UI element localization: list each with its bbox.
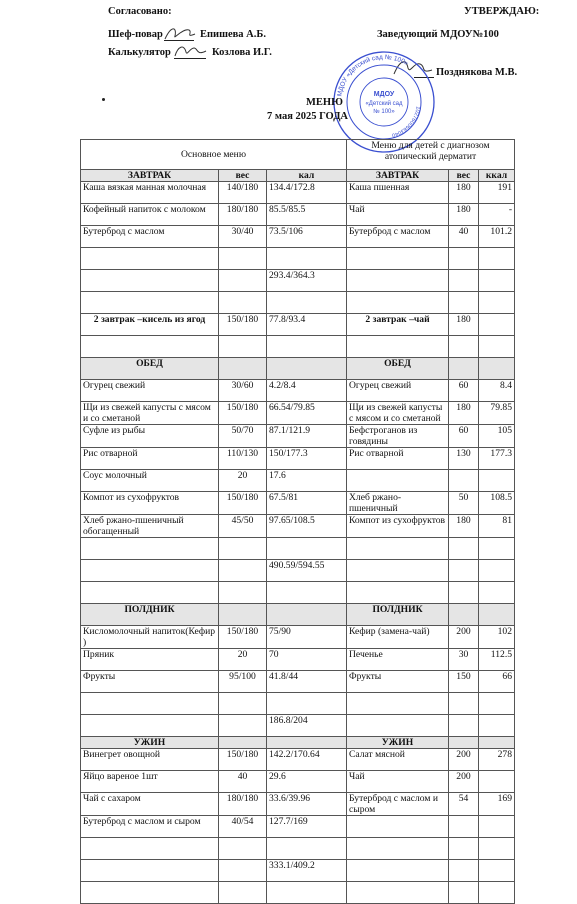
dish-name: Щи из свежей капусты с мясом и со сметаной xyxy=(81,402,219,425)
dish-name: 2 завтрак –кисель из ягод xyxy=(81,314,219,336)
dish-weight: 50/70 xyxy=(219,425,267,448)
table-row xyxy=(81,860,515,882)
dish-weight xyxy=(219,292,267,314)
diet-dish-name: Чай xyxy=(347,204,449,226)
stamp-center-2: «Детский сад xyxy=(365,101,403,107)
dish-weight: 150/180 xyxy=(219,626,267,649)
diet-dish-weight xyxy=(449,336,479,358)
stamp-center-3: № 100» xyxy=(373,109,395,115)
table-row xyxy=(81,292,515,314)
dish-calories: 333.1/409.2 xyxy=(267,860,347,882)
diet-dish-weight: 200 xyxy=(449,626,479,649)
diet-dish-weight xyxy=(449,693,479,715)
dish-calories: 73.5/106 xyxy=(267,226,347,248)
section-title-main: УЖИН xyxy=(81,737,219,749)
weight-column-header xyxy=(219,737,267,749)
diet-dish-calories xyxy=(479,270,515,292)
calorie-column-header: кал xyxy=(267,170,347,182)
dish-name: Пряник xyxy=(81,649,219,671)
table-row xyxy=(81,448,515,470)
diet-dish-weight xyxy=(449,838,479,860)
menu-table xyxy=(80,139,515,904)
table-row xyxy=(81,226,515,248)
diet-dish-weight: 54 xyxy=(449,793,479,816)
section-title-main: ОБЕД xyxy=(81,358,219,380)
diet-dish-name: Рис отварной xyxy=(347,448,449,470)
diet-dish-calories: 278 xyxy=(479,749,515,771)
dish-weight xyxy=(219,693,267,715)
approve-label: УТВЕРЖДАЮ: xyxy=(464,6,540,17)
diet-dish-weight xyxy=(449,860,479,882)
section-header-row xyxy=(81,604,515,626)
table-row xyxy=(81,771,515,793)
diet-dish-calories: 105 xyxy=(479,425,515,448)
weight-column-header: вес xyxy=(449,170,479,182)
head-name: Позднякова М.В. xyxy=(436,67,518,78)
menu-date: 7 мая 2025 ГОДА xyxy=(267,111,349,122)
diet-dish-calories: 112.5 xyxy=(479,649,515,671)
diet-dish-weight: 180 xyxy=(449,204,479,226)
diet-dish-weight xyxy=(449,470,479,492)
diet-dish-name xyxy=(347,470,449,492)
dish-weight: 180/180 xyxy=(219,793,267,816)
diet-dish-weight: 150 xyxy=(449,671,479,693)
diet-dish-name: Щи из свежей капусты с мясом и со сметаной xyxy=(347,402,449,425)
diet-dish-name: Огурец свежий xyxy=(347,380,449,402)
main-menu-header: Основное меню xyxy=(81,140,347,170)
diet-dish-name: Печенье xyxy=(347,649,449,671)
dish-weight: 110/130 xyxy=(219,448,267,470)
diet-dish-weight: 200 xyxy=(449,749,479,771)
dish-calories: 67.5/81 xyxy=(267,492,347,515)
dish-calories xyxy=(267,838,347,860)
diet-dish-calories xyxy=(479,336,515,358)
diet-dish-calories: 177.3 xyxy=(479,448,515,470)
dish-name xyxy=(81,248,219,270)
dish-calories xyxy=(267,693,347,715)
diet-dish-name: Кефир (замена-чай) xyxy=(347,626,449,649)
diet-dish-calories: 108.5 xyxy=(479,492,515,515)
dish-name xyxy=(81,838,219,860)
dish-weight xyxy=(219,270,267,292)
calc-signature xyxy=(172,42,208,60)
dish-calories: 127.7/169 xyxy=(267,816,347,838)
table-row xyxy=(81,270,515,292)
dish-calories xyxy=(267,882,347,904)
diet-dish-weight xyxy=(449,292,479,314)
dish-weight xyxy=(219,560,267,582)
diet-dish-calories: 102 xyxy=(479,626,515,649)
menu-title: МЕНЮ xyxy=(306,97,343,108)
dish-name xyxy=(81,336,219,358)
dish-weight xyxy=(219,838,267,860)
diet-dish-weight: 50 xyxy=(449,492,479,515)
diet-dish-weight xyxy=(449,882,479,904)
table-row xyxy=(81,560,515,582)
dish-calories: 33.6/39.96 xyxy=(267,793,347,816)
diet-dish-weight xyxy=(449,270,479,292)
diet-dish-weight: 180 xyxy=(449,182,479,204)
dish-name: Винегрет овощной xyxy=(81,749,219,771)
dish-name: Яйцо вареное 1шт xyxy=(81,771,219,793)
diet-dish-weight: 180 xyxy=(449,515,479,538)
dish-name xyxy=(81,860,219,882)
diet-dish-calories xyxy=(479,715,515,737)
dish-weight xyxy=(219,538,267,560)
diet-dish-weight: 200 xyxy=(449,771,479,793)
table-row xyxy=(81,204,515,226)
diet-dish-weight xyxy=(449,582,479,604)
diet-dish-weight xyxy=(449,715,479,737)
diet-dish-calories: 79.85 xyxy=(479,402,515,425)
table-row xyxy=(81,492,515,515)
diet-dish-name xyxy=(347,860,449,882)
weight-column-header xyxy=(219,604,267,626)
table-row xyxy=(81,314,515,336)
table-row xyxy=(81,671,515,693)
dish-calories: 70 xyxy=(267,649,347,671)
dish-name xyxy=(81,693,219,715)
dish-calories: 134.4/172.8 xyxy=(267,182,347,204)
calorie-column-header xyxy=(267,358,347,380)
diet-dish-weight: 180 xyxy=(449,314,479,336)
diet-dish-name xyxy=(347,882,449,904)
dish-weight xyxy=(219,336,267,358)
section-header-row xyxy=(81,358,515,380)
head-label: Заведующий МДОУ№100 xyxy=(377,29,499,40)
dish-name: Кисломолочный напиток(Кефир ) xyxy=(81,626,219,649)
dish-calories: 186.8/204 xyxy=(267,715,347,737)
dish-calories xyxy=(267,292,347,314)
dish-name: Хлеб ржано-пшеничный обогащенный xyxy=(81,515,219,538)
diet-dish-weight: 180 xyxy=(449,402,479,425)
dish-calories: 4.2/8.4 xyxy=(267,380,347,402)
dish-name: Бутерброд с маслом xyxy=(81,226,219,248)
dish-weight: 30/40 xyxy=(219,226,267,248)
dish-weight xyxy=(219,715,267,737)
diet-dish-calories: 169 xyxy=(479,793,515,816)
dish-weight: 150/180 xyxy=(219,314,267,336)
dish-name xyxy=(81,538,219,560)
dish-name xyxy=(81,292,219,314)
diet-dish-calories xyxy=(479,470,515,492)
section-header-row xyxy=(81,170,515,182)
calc-name: Козлова И.Г. xyxy=(212,47,272,58)
table-row xyxy=(81,248,515,270)
dish-calories: 66.54/79.85 xyxy=(267,402,347,425)
dish-name: Компот из сухофруктов xyxy=(81,492,219,515)
calorie-column-header xyxy=(267,737,347,749)
dish-weight xyxy=(219,582,267,604)
dish-name xyxy=(81,582,219,604)
diet-dish-calories xyxy=(479,292,515,314)
diet-dish-name xyxy=(347,582,449,604)
diet-dish-name xyxy=(347,270,449,292)
section-title-main: ПОЛДНИК xyxy=(81,604,219,626)
diet-dish-calories xyxy=(479,314,515,336)
section-title-diet: УЖИН xyxy=(347,737,449,749)
diet-dish-name: 2 завтрак –чай xyxy=(347,314,449,336)
table-row xyxy=(81,693,515,715)
diet-dish-name: Бутерброд с маслом и сыром xyxy=(347,793,449,816)
dish-weight: 95/100 xyxy=(219,671,267,693)
table-row xyxy=(81,538,515,560)
calorie-column-header: ккал xyxy=(479,170,515,182)
dish-weight xyxy=(219,248,267,270)
diet-dish-calories xyxy=(479,882,515,904)
diet-dish-name xyxy=(347,336,449,358)
dish-calories: 150/177.3 xyxy=(267,448,347,470)
diet-dish-calories xyxy=(479,838,515,860)
dish-weight: 45/50 xyxy=(219,515,267,538)
diet-dish-calories: 8.4 xyxy=(479,380,515,402)
diet-dish-calories xyxy=(479,693,515,715)
chef-name: Епишева А.Б. xyxy=(200,29,266,40)
table-row xyxy=(81,715,515,737)
table-row xyxy=(81,515,515,538)
dish-name: Рис отварной xyxy=(81,448,219,470)
table-row xyxy=(81,816,515,838)
dish-calories: 77.8/93.4 xyxy=(267,314,347,336)
dish-weight: 40/54 xyxy=(219,816,267,838)
diet-dish-weight: 60 xyxy=(449,425,479,448)
table-row xyxy=(81,838,515,860)
dish-calories xyxy=(267,538,347,560)
dish-calories: 293.4/364.3 xyxy=(267,270,347,292)
diet-dish-calories xyxy=(479,248,515,270)
diet-dish-calories: - xyxy=(479,204,515,226)
diet-dish-weight xyxy=(449,538,479,560)
dish-calories: 87.1/121.9 xyxy=(267,425,347,448)
dish-weight xyxy=(219,882,267,904)
table-header-row xyxy=(81,140,515,170)
dish-weight: 150/180 xyxy=(219,749,267,771)
diet-dish-weight xyxy=(449,248,479,270)
diet-dish-name xyxy=(347,715,449,737)
section-title-diet: ОБЕД xyxy=(347,358,449,380)
dish-weight: 150/180 xyxy=(219,402,267,425)
table-row xyxy=(81,182,515,204)
dish-name: Чай с сахаром xyxy=(81,793,219,816)
weight-column-header: вес xyxy=(219,170,267,182)
diet-dish-weight: 60 xyxy=(449,380,479,402)
diet-dish-name xyxy=(347,292,449,314)
stray-dot xyxy=(102,98,105,101)
table-row xyxy=(81,336,515,358)
section-title-diet: ЗАВТРАК xyxy=(347,170,449,182)
dish-name xyxy=(81,270,219,292)
diet-dish-name: Чай xyxy=(347,771,449,793)
section-title-diet: ПОЛДНИК xyxy=(347,604,449,626)
dish-calories: 41.8/44 xyxy=(267,671,347,693)
chef-label: Шеф-повар xyxy=(108,29,163,40)
dish-name: Соус молочный xyxy=(81,470,219,492)
dish-calories: 97.65/108.5 xyxy=(267,515,347,538)
diet-dish-calories xyxy=(479,582,515,604)
diet-dish-calories xyxy=(479,560,515,582)
calorie-column-header xyxy=(267,604,347,626)
diet-dish-name xyxy=(347,816,449,838)
stamp-ring-number: 1027600683040 xyxy=(391,105,421,138)
section-header-row xyxy=(81,737,515,749)
dish-calories xyxy=(267,582,347,604)
diet-dish-name: Хлеб ржано-пшеничный xyxy=(347,492,449,515)
dish-name xyxy=(81,560,219,582)
diet-dish-calories: 191 xyxy=(479,182,515,204)
diet-dish-weight xyxy=(449,816,479,838)
dish-name xyxy=(81,882,219,904)
table-row xyxy=(81,882,515,904)
diet-dish-name xyxy=(347,838,449,860)
calorie-column-header xyxy=(479,604,515,626)
dish-calories: 17.6 xyxy=(267,470,347,492)
diet-dish-name: Бефстроганов из говядины xyxy=(347,425,449,448)
dish-name: Суфле из рыбы xyxy=(81,425,219,448)
dish-name: Огурец свежий xyxy=(81,380,219,402)
diet-dish-name: Салат мясной xyxy=(347,749,449,771)
dish-calories: 85.5/85.5 xyxy=(267,204,347,226)
dish-weight: 150/180 xyxy=(219,492,267,515)
table-row xyxy=(81,649,515,671)
dish-weight xyxy=(219,860,267,882)
table-row xyxy=(81,793,515,816)
dish-name: Бутерброд с маслом и сыром xyxy=(81,816,219,838)
dish-weight: 20 xyxy=(219,649,267,671)
table-row xyxy=(81,425,515,448)
diet-dish-weight xyxy=(449,560,479,582)
stamp-center-1: МДОУ xyxy=(373,91,395,98)
table-row xyxy=(81,380,515,402)
dish-name: Каша вязкая манная молочная xyxy=(81,182,219,204)
weight-column-header xyxy=(449,737,479,749)
diet-dish-name xyxy=(347,560,449,582)
chef-signature xyxy=(163,24,197,42)
calorie-column-header xyxy=(479,358,515,380)
diet-dish-name: Компот из сухофруктов xyxy=(347,515,449,538)
table-row xyxy=(81,402,515,425)
diet-dish-calories: 66 xyxy=(479,671,515,693)
dish-calories: 490.59/594.55 xyxy=(267,560,347,582)
dish-calories: 142.2/170.64 xyxy=(267,749,347,771)
diet-dish-name: Каша пшенная xyxy=(347,182,449,204)
diet-dish-name: Бутерброд с маслом xyxy=(347,226,449,248)
agreed-label: Согласовано: xyxy=(108,6,172,17)
dish-calories: 29.6 xyxy=(267,771,347,793)
table-row xyxy=(81,749,515,771)
weight-column-header xyxy=(449,358,479,380)
table-row xyxy=(81,626,515,649)
dish-name xyxy=(81,715,219,737)
diet-dish-calories: 101.2 xyxy=(479,226,515,248)
stamp-ring-text: МДОУ «Детский сад № 100» xyxy=(336,53,410,97)
dish-calories xyxy=(267,248,347,270)
diet-dish-calories xyxy=(479,860,515,882)
table-row xyxy=(81,582,515,604)
dish-weight: 40 xyxy=(219,771,267,793)
diet-dish-calories xyxy=(479,816,515,838)
diet-dish-name xyxy=(347,538,449,560)
diet-dish-weight: 30 xyxy=(449,649,479,671)
diet-dish-weight: 130 xyxy=(449,448,479,470)
diet-dish-weight: 40 xyxy=(449,226,479,248)
section-title-main: ЗАВТРАК xyxy=(81,170,219,182)
diet-dish-calories xyxy=(479,538,515,560)
table-row xyxy=(81,470,515,492)
dish-calories xyxy=(267,336,347,358)
diet-dish-calories xyxy=(479,771,515,793)
dish-weight: 20 xyxy=(219,470,267,492)
diet-dish-calories: 81 xyxy=(479,515,515,538)
calc-label: Калькулятор xyxy=(108,47,171,58)
dish-weight: 180/180 xyxy=(219,204,267,226)
diet-menu-header: Меню для детей с диагнозом атопический дерматит xyxy=(347,140,515,170)
diet-dish-name: Фрукты xyxy=(347,671,449,693)
calorie-column-header xyxy=(479,737,515,749)
diet-dish-name xyxy=(347,693,449,715)
dish-name: Фрукты xyxy=(81,671,219,693)
weight-column-header xyxy=(449,604,479,626)
dish-weight: 140/180 xyxy=(219,182,267,204)
dish-name: Кофейный напиток с молоком xyxy=(81,204,219,226)
dish-weight: 30/60 xyxy=(219,380,267,402)
weight-column-header xyxy=(219,358,267,380)
dish-calories: 75/90 xyxy=(267,626,347,649)
diet-dish-name xyxy=(347,248,449,270)
